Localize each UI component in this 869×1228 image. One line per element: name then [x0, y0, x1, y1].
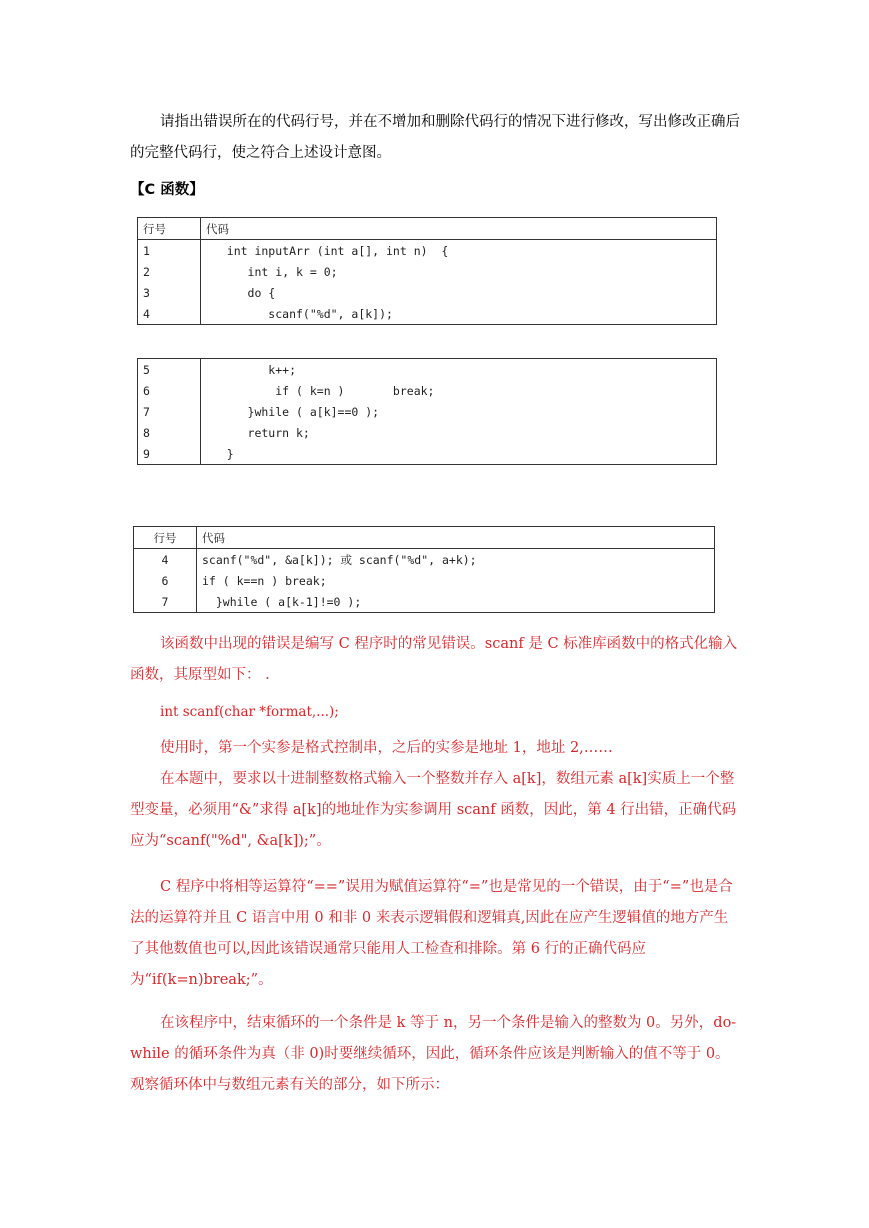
line-number: 6 [138, 380, 201, 401]
line-number: 7 [134, 591, 197, 613]
explanation-paragraph-3: 在本题中，要求以十进制整数格式输入一个整数并存入 a[k]，数组元素 a[k]实质上一个整型变量，必须用“&”求得 a[k]的地址作为实参调用 scanf 函数，因此，第 4 行出错，正确代码应为“scanf("%d", &a[k]);”。 [130, 771, 737, 849]
explanation-paragraph-5: 在该程序中，结束循环的一个条件是 k 等于 n，另一个条件是输入的整数为 0。另外，do-while 的循环条件为真（非 0)时要继续循环，因此，循环条件应该是判断输入的值不等于 0。观察循环体中与数组元素有关的部分，如下所示： [130, 1015, 737, 1093]
scanf-prototype-code: int scanf(char *format,...); [160, 704, 339, 720]
code-cell: do { [201, 282, 717, 303]
line-number: 4 [138, 303, 201, 325]
explanation-paragraph-4: C 程序中将相等运算符“==”误用为赋值运算符“=”也是常见的一个错误，由于“=”也是合法的运算符并且 C 语言中用 0 和非 0 来表示逻辑假和逻辑真,因此在应产生逻辑值的地方产生了其他数值也可以,因此该错误通常只能用人工检查和排除。第 6 行的正确代码应为“if(k=n)break;”。 [130, 879, 733, 988]
corrected-code-table [133, 526, 715, 613]
table-row [138, 240, 717, 262]
code-cell: scanf("%d", a[k]); [201, 303, 717, 325]
table-header-row [134, 527, 715, 549]
code-cell: int inputArr (int a[], int n) { [201, 240, 717, 262]
header-line-number: 行号 [134, 527, 197, 549]
explanation-paragraph-2: 使用时，第一个实参是格式控制串，之后的实参是地址 1，地址 2,…… [160, 740, 613, 756]
table-row [134, 591, 715, 613]
header-code: 代码 [197, 527, 715, 549]
table-row [138, 359, 717, 381]
table-row [138, 380, 717, 401]
section-heading: 【C 函数】 [130, 182, 204, 198]
table-row [138, 422, 717, 443]
line-number: 7 [138, 401, 201, 422]
code-cell: return k; [201, 422, 717, 443]
table-row [138, 282, 717, 303]
table-row [138, 303, 717, 325]
original-code-table-part1 [137, 217, 717, 325]
code-cell: }while ( a[k]==0 ); [201, 401, 717, 422]
code-cell: if ( k=n ) break; [201, 380, 717, 401]
line-number: 3 [138, 282, 201, 303]
header-code: 代码 [201, 218, 717, 240]
line-number: 6 [134, 570, 197, 591]
line-number: 8 [138, 422, 201, 443]
intro-paragraph: 请指出错误所在的代码行号，并在不增加和删除代码行的情况下进行修改，写出修改正确后的完整代码行，使之符合上述设计意图。 [130, 114, 740, 161]
code-cell: }while ( a[k-1]!=0 ); [197, 591, 715, 613]
table-row [134, 570, 715, 591]
table-row [138, 443, 717, 465]
explanation-paragraph-1: 该函数中出现的错误是编写 C 程序时的常见错误。scanf 是 C 标准库函数中的格式化输入函数，其原型如下： . [130, 636, 738, 683]
table-row [138, 401, 717, 422]
line-number: 2 [138, 261, 201, 282]
table-header-row [138, 218, 717, 240]
original-code-table-part2 [137, 358, 717, 465]
code-cell: scanf("%d", &a[k]); 或 scanf("%d", a+k); [197, 549, 715, 571]
line-number: 1 [138, 240, 201, 262]
line-number: 4 [134, 549, 197, 571]
header-line-number: 行号 [138, 218, 201, 240]
code-cell: k++; [201, 359, 717, 381]
table-row [138, 261, 717, 282]
code-cell: if ( k==n ) break; [197, 570, 715, 591]
code-cell: } [201, 443, 717, 465]
code-cell: int i, k = 0; [201, 261, 717, 282]
line-number: 5 [138, 359, 201, 381]
table-row [134, 549, 715, 571]
line-number: 9 [138, 443, 201, 465]
